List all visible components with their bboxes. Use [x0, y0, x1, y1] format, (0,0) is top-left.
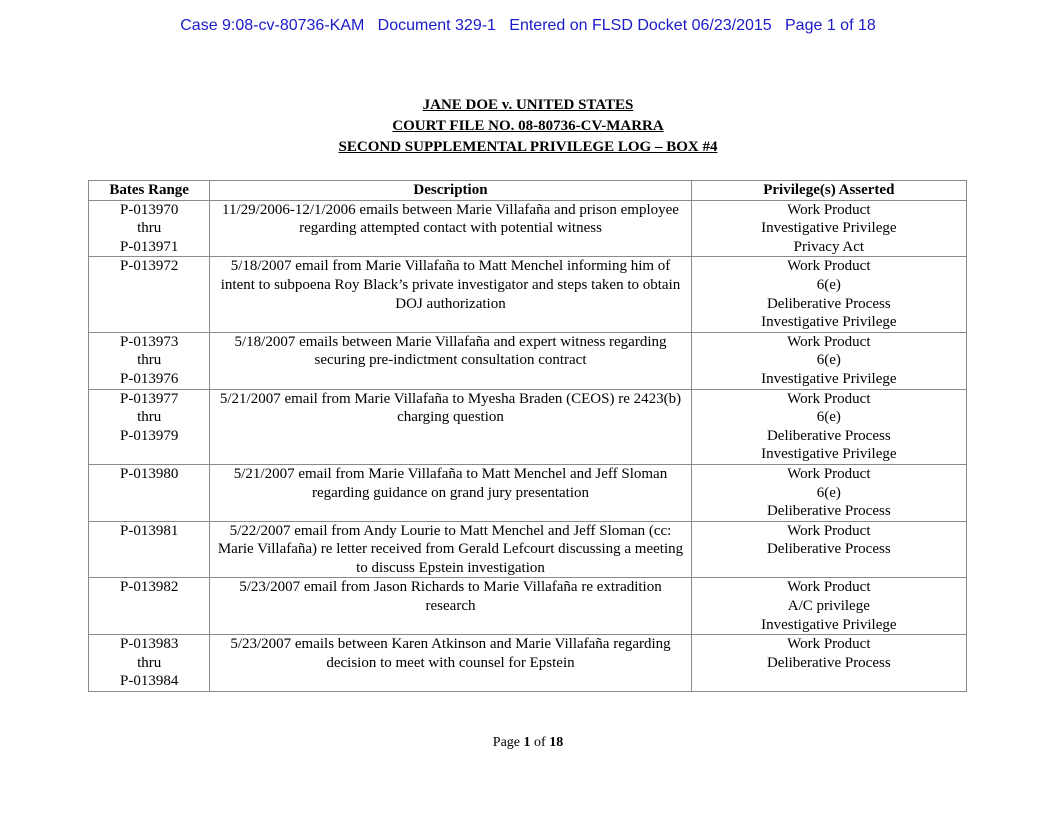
- table-row: [89, 332, 967, 389]
- bates-line: P-013973: [120, 333, 179, 350]
- description-cell: 5/23/2007 emails between Karen Atkinson and Marie Villafaña regarding decision to meet with counsel for Epstein: [210, 635, 691, 692]
- privilege: Investigative Privilege: [761, 220, 897, 237]
- bates-cell: [89, 521, 210, 578]
- privilege-log-table: [88, 180, 967, 692]
- bates-line: P-013976: [120, 370, 179, 387]
- bates-line: P-013971: [120, 238, 179, 255]
- bates-line: P-013972: [120, 258, 179, 275]
- privilege: Work Product: [787, 636, 871, 653]
- bates-line: P-013981: [120, 522, 179, 539]
- table-header-row: [89, 181, 967, 201]
- case-title: JANE DOE v. UNITED STATES: [422, 97, 634, 113]
- description-cell: 5/18/2007 emails between Marie Villafaña and expert witness regarding securing pre-indictment consultation contract: [210, 332, 691, 389]
- privileges-cell: [691, 200, 966, 257]
- table-row: [89, 257, 967, 332]
- header-bates-range: Bates Range: [89, 181, 210, 201]
- table-row: [89, 389, 967, 464]
- bates-cell: [89, 389, 210, 464]
- table-row: [89, 200, 967, 257]
- bates-cell: [89, 332, 210, 389]
- log-title: SECOND SUPPLEMENTAL PRIVILEGE LOG – BOX #4: [338, 139, 718, 155]
- bates-line: P-013980: [120, 465, 179, 482]
- bates-cell: [89, 257, 210, 332]
- privilege: Deliberative Process: [766, 427, 891, 444]
- privilege: Work Product: [787, 333, 871, 350]
- bates-cell: [89, 635, 210, 692]
- header-privileges: Privilege(s) Asserted: [691, 181, 966, 201]
- privilege: Deliberative Process: [766, 503, 891, 520]
- footer-of: of: [530, 735, 550, 750]
- privilege: Work Product: [787, 258, 871, 275]
- bates-line: P-013970: [120, 201, 179, 218]
- privileges-cell: [691, 257, 966, 332]
- description-cell: 5/18/2007 email from Marie Villafaña to Matt Menchel informing him of intent to subpoena Roy Black’s private investigator and steps taken to obtain DOJ authorization: [210, 257, 691, 332]
- page-footer: [0, 735, 1056, 751]
- bates-line: thru: [137, 409, 162, 426]
- header-description: Description: [210, 181, 691, 201]
- table-row: [89, 521, 967, 578]
- privilege: Investigative Privilege: [761, 446, 897, 463]
- privilege: 6(e): [816, 484, 841, 501]
- table-row: [89, 464, 967, 521]
- court-file-number: COURT FILE NO. 08-80736-CV-MARRA: [392, 118, 664, 134]
- privilege: Investigative Privilege: [761, 314, 897, 331]
- bates-line: P-013984: [120, 673, 179, 690]
- bates-line: P-013982: [120, 579, 179, 596]
- privileges-cell: [691, 464, 966, 521]
- table-row: [89, 635, 967, 692]
- privilege: Work Product: [787, 465, 871, 482]
- bates-line: P-013977: [120, 390, 179, 407]
- privilege: Deliberative Process: [766, 654, 891, 671]
- footer-page-number: 1: [523, 735, 531, 750]
- privileges-cell: [691, 521, 966, 578]
- privilege: Privacy Act: [793, 238, 865, 255]
- privileges-cell: [691, 332, 966, 389]
- bates-line: thru: [137, 654, 162, 671]
- description-cell: 5/22/2007 email from Andy Lourie to Matt Menchel and Jeff Sloman (cc: Marie Villafaña) re letter received from Gerald Lefcourt discussing a meeting to discuss Epstein investigation: [210, 521, 691, 578]
- description-cell: 5/23/2007 email from Jason Richards to Marie Villafaña re extradition research: [210, 578, 691, 635]
- privilege: Investigative Privilege: [761, 370, 897, 387]
- docket-stamp: Case 9:08-cv-80736-KAM Document 329-1 Entered on FLSD Docket 06/23/2015 Page 1 of 18: [180, 17, 876, 34]
- privilege: Investigative Privilege: [761, 616, 897, 633]
- bates-cell: [89, 200, 210, 257]
- bates-line: P-013983: [120, 636, 179, 653]
- privileges-cell: [691, 389, 966, 464]
- bates-line: thru: [137, 352, 162, 369]
- privilege: Work Product: [787, 579, 871, 596]
- footer-page-total: 18: [549, 735, 564, 750]
- privilege: 6(e): [816, 409, 841, 426]
- description-cell: 5/21/2007 email from Marie Villafaña to Matt Menchel and Jeff Sloman regarding guidance on grand jury presentation: [210, 464, 691, 521]
- table-row: [89, 578, 967, 635]
- privilege: 6(e): [816, 276, 841, 293]
- privilege: Work Product: [787, 522, 871, 539]
- privilege: Deliberative Process: [766, 295, 891, 312]
- bates-cell: [89, 578, 210, 635]
- bates-line: P-013979: [120, 427, 179, 444]
- privilege: Deliberative Process: [766, 541, 891, 558]
- footer-prefix: Page: [492, 735, 524, 750]
- privileges-cell: [691, 578, 966, 635]
- privilege: 6(e): [816, 352, 841, 369]
- privilege: Work Product: [787, 201, 871, 218]
- bates-line: thru: [137, 220, 162, 237]
- bates-cell: [89, 464, 210, 521]
- privilege: Work Product: [787, 390, 871, 407]
- privilege: A/C privilege: [787, 598, 870, 615]
- privileges-cell: [691, 635, 966, 692]
- description-cell: 5/21/2007 email from Marie Villafaña to Myesha Braden (CEOS) re 2423(b) charging question: [210, 389, 691, 464]
- description-cell: 11/29/2006-12/1/2006 emails between Marie Villafaña and prison employee regarding attempted contact with potential witness: [210, 200, 691, 257]
